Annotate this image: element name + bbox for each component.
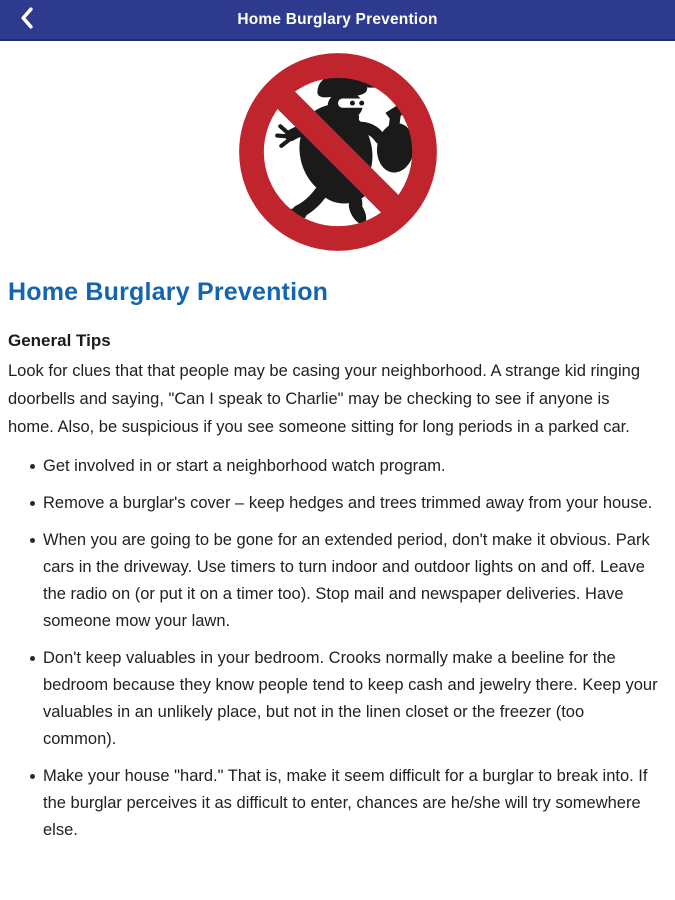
- list-item: [43, 490, 659, 517]
- bullet-icon: [30, 501, 35, 506]
- list-item: [43, 527, 659, 635]
- list-item-text: Don't keep valuables in your bedroom. Crooks normally make a beeline for the bedroom because they know people tend to keep cash and jewelry there. Keep your valuables in an unlikely place, but not in the linen closet or the freezer (too common).: [43, 649, 658, 748]
- back-button[interactable]: [10, 0, 54, 39]
- header-title: Home Burglary Prevention: [237, 10, 438, 28]
- section-title: General Tips: [8, 331, 111, 350]
- bullet-icon: [30, 656, 35, 661]
- tips-list: [0, 453, 675, 844]
- no-burglar-icon: [235, 49, 441, 255]
- list-item: [43, 645, 659, 753]
- list-item-text: Get involved in or start a neighborhood watch program.: [43, 457, 446, 475]
- bullet-icon: [30, 538, 35, 543]
- chevron-left-icon: [18, 7, 35, 32]
- list-item-text: When you are going to be gone for an extended period, don't make it obvious. Park cars in the driveway. Use timers to turn indoor and outdoor lights on and off. Leave the radio on (or put it on a timer too). Stop mail and newspaper deliveries. Have someone mow your lawn.: [43, 531, 650, 630]
- bullet-icon: [30, 774, 35, 779]
- list-item: [43, 453, 659, 480]
- list-item: [43, 763, 659, 844]
- bullet-icon: [30, 464, 35, 469]
- list-item-text: Make your house "hard." That is, make it seem difficult for a burglar to break into. If the burglar perceives it as difficult to enter, chances are he/she will try somewhere else.: [43, 767, 648, 839]
- list-item-text: Remove a burglar's cover – keep hedges and trees trimmed away from your house.: [43, 494, 653, 512]
- intro-paragraph: Look for clues that that people may be casing your neighborhood. A strange kid ringing doorbells and saying, "Can I speak to Charlie" may be checking to see if anyone is home. Also, be suspicious if you see someone sitting for long periods in a parked car.: [8, 362, 640, 436]
- app-header: [0, 0, 675, 41]
- page-title: Home Burglary Prevention: [8, 278, 329, 306]
